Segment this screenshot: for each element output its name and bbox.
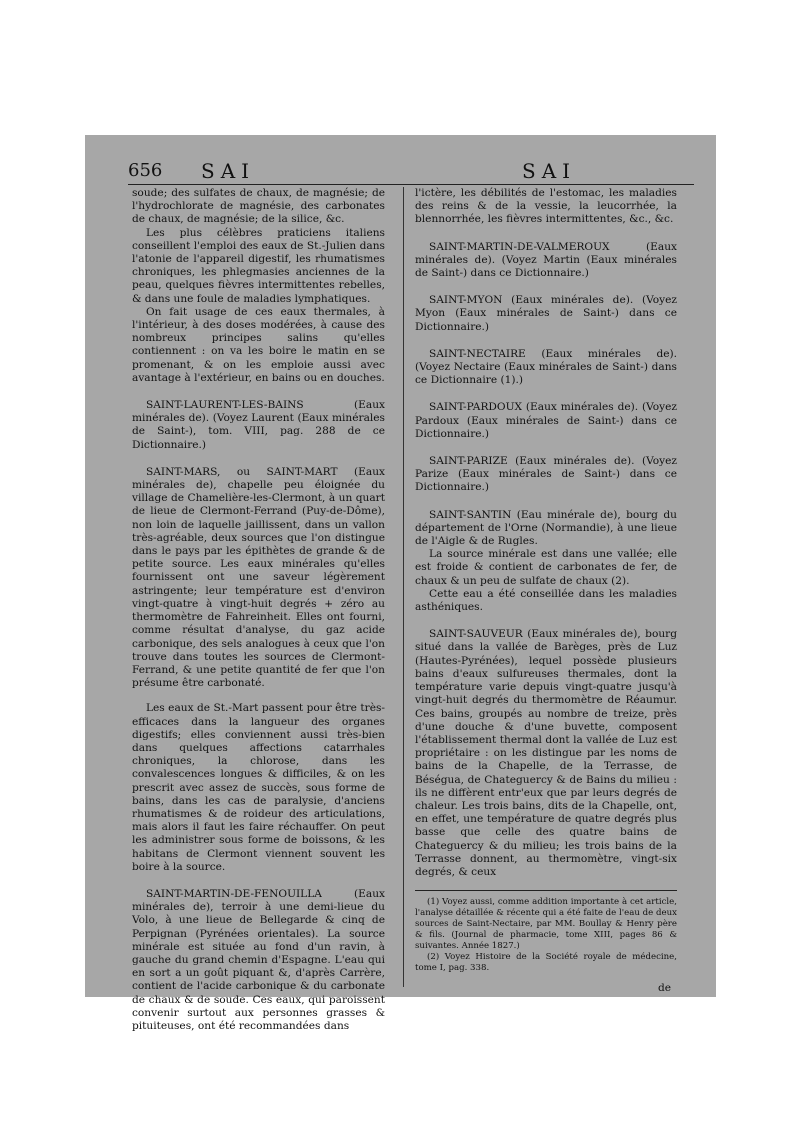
entry-saint-martin-de-fenouilla: SAINT-MARTIN-DE-FENOUILLA (Eaux minérales de), terroir à une demi-lieue du Volo, à une lieue de Bellegarde & cinq de Perpignan (Pyrénées orientales). La source minérale est située au fond d'un ravin, à gauche du grand chemin d'Espagne. L'eau qui en sort a un goût piquant &, d'après Carrère, contient de l'acide carbonique & du carbonate de chaux & de soude. Ces eaux, qui paroissent convenir surtout aux personnes grasses & pituiteuses, ont été recommandées dans [132,887,385,1032]
paragraph: soude; des sulfates de chaux, de magnésie; de l'hydrochlorate de magnésie, des carbonates de chaux, de magnésie; de la silice, &c. [132,187,385,226]
right-column [415,187,677,995]
catchword: de [657,982,671,995]
entry-saint-sauveur: SAINT-SAUVEUR (Eaux minérales de), bourg situé dans la vallée de Barèges, près de Luz (Hautes-Pyrénées), lequel possède plusieurs bains d'eaux sulfureuses thermales, dont la température varie depuis vingt-quatre jusqu'à vingt-huit degrés du thermomètre de Réaumur. Ces bains, groupés au nombre de treize, près d'une douche & d'une buvette, composent l'établissement thermal dont la vallée de Luz est propriétaire : on les distingue par les noms de bains de la Chapelle, de la Terrasse, de Béségua, de Chateguercy & de Bains du milieu : ils ne diffèrent entr'eux que par leurs degrés de chaleur. Les trois bains, dits de la Chapelle, ont, en effet, une température de quatre degrés plus basse que celle des quatre bains de Chateguercy & du milieu; les trois bains de la Terrasse donnent, au thermomètre, vingt-six degrés, & ceux [415,628,677,878]
paragraph: La source minérale est dans une vallée; elle est froide & contient de carbonates de fer, de chaux & un peu de sulfate de chaux (2). [415,548,677,587]
left-column [132,187,385,1033]
entry-saint-myon: SAINT-MYON (Eaux minérales de). (Voyez Myon (Eaux minérales de Saint-) dans ce Dictionnaire.) [415,294,677,333]
entry-saint-laurent: SAINT-LAURENT-LES-BAINS (Eaux minérales de). (Voyez Laurent (Eaux minérales de Saint-), tom. VIII, pag. 288 de ce Dictionnaire.) [132,399,385,451]
running-head-left: SAI [201,159,256,183]
entry-saint-martin-de-valmeroux: SAINT-MARTIN-DE-VALMEROUX (Eaux minérales de). (Voyez Martin (Eaux minérales de Saint-) dans ce Dictionnaire.) [415,240,677,280]
paragraph: On fait usage de ces eaux thermales, à l'intérieur, à des doses modérées, à cause des nombreux principes salins qu'elles contiennent : on va les boire le matin en se promenant, & on les emploie aussi avec avantage à l'extérieur, en bains ou en douches. [132,305,385,384]
entry-saint-pardoux: SAINT-PARDOUX (Eaux minérales de). (Voyez Pardoux (Eaux minérales de Saint-) dans ce Dictionnaire.) [415,401,677,440]
entry-saint-santin: SAINT-SANTIN (Eau minérale de), bourg du département de l'Orne (Normandie), à une lieue de l'Aigle & de Rugles. [415,508,677,548]
running-head-right: SAI [522,159,577,183]
page-scan [85,135,716,1032]
header-rule [128,184,694,185]
entry-saint-nectaire: SAINT-NECTAIRE (Eaux minérales de). (Voyez Nectaire (Eaux minérales de Saint-) dans ce Dictionnaire (1).) [415,347,677,387]
paragraph: Les eaux de St.-Mart passent pour être très-efficaces dans la langueur des organes digestifs; elles conviennent aussi très-bien dans quelques affections catarrhales chroniques, la chlorose, dans les convalescences longues & difficiles, & on les prescrit avec assez de succès, sous forme de bains, dans les cas de paralysie, d'anciens rhumatismes & de roideur des articulations, mais alors il faut les faire réchauffer. On peut les administrer sous forme de boissons, & les habitans de Clermont viennent souvent les boire à la source. [132,702,385,873]
page-number: 656 [128,160,163,181]
paragraph: Cette eau a été conseillée dans les maladies asthéniques. [415,587,677,614]
footnote-2: (2) Voyez Histoire de la Société royale de médecine, tome I, pag. 338. [415,952,677,974]
footnote-rule [415,890,677,891]
entry-saint-mars: SAINT-MARS, ou SAINT-MART (Eaux minérales de), chapelle peu éloignée du village de Chamelière-les-Clermont, à un quart de lieue de Clermont-Ferrand (Puy-de-Dôme), non loin de laquelle jaillissent, dans un vallon très-agréable, deux sources que l'on distingue dans le pays par les épithètes de grande & de petite source. Les eaux minérales qu'elles fournissent ont une saveur légèrement astringente; leur température est d'environ vingt-quatre à vingt-huit degrés + zéro au thermomètre de Fahreinheit. Elles ont fourni, comme résultat d'analyse, du gaz acide carbonique, des sels analogues à ceux que l'on trouve dans toutes les sources de Clermont-Ferrand, & une petite quantité de fer que l'on présume être carbonaté. [132,465,385,690]
paragraph: Les plus célèbres praticiens italiens conseillent l'emploi des eaux de St.-Julien dans l'atonie de l'appareil digestif, les rhumatismes chroniques, les phlegmasies anciennes de la peau, quelques fièvres intermittentes rebelles, & dans une foule de maladies lymphatiques. [132,226,385,305]
entry-saint-parize: SAINT-PARIZE (Eaux minérales de). (Voyez Parize (Eaux minérales de Saint-) dans ce Dictionnaire.) [415,455,677,494]
paragraph: l'ictère, les débilités de l'estomac, les maladies des reins & de la vessie, la leucorrhée, la blennorrhée, les fièvres intermittentes, &c., &c. [415,187,677,226]
column-divider [403,187,404,987]
footnote-1: (1) Voyez aussi, comme addition importante à cet article, l'analyse détaillée & récente qui a été faite de l'eau de deux sources de Saint-Nectaire, par MM. Boullay & Henry père & fils. (Journal de pharmacie, tome XIII, pages 86 & suivantes. Année 1827.) [415,897,677,952]
